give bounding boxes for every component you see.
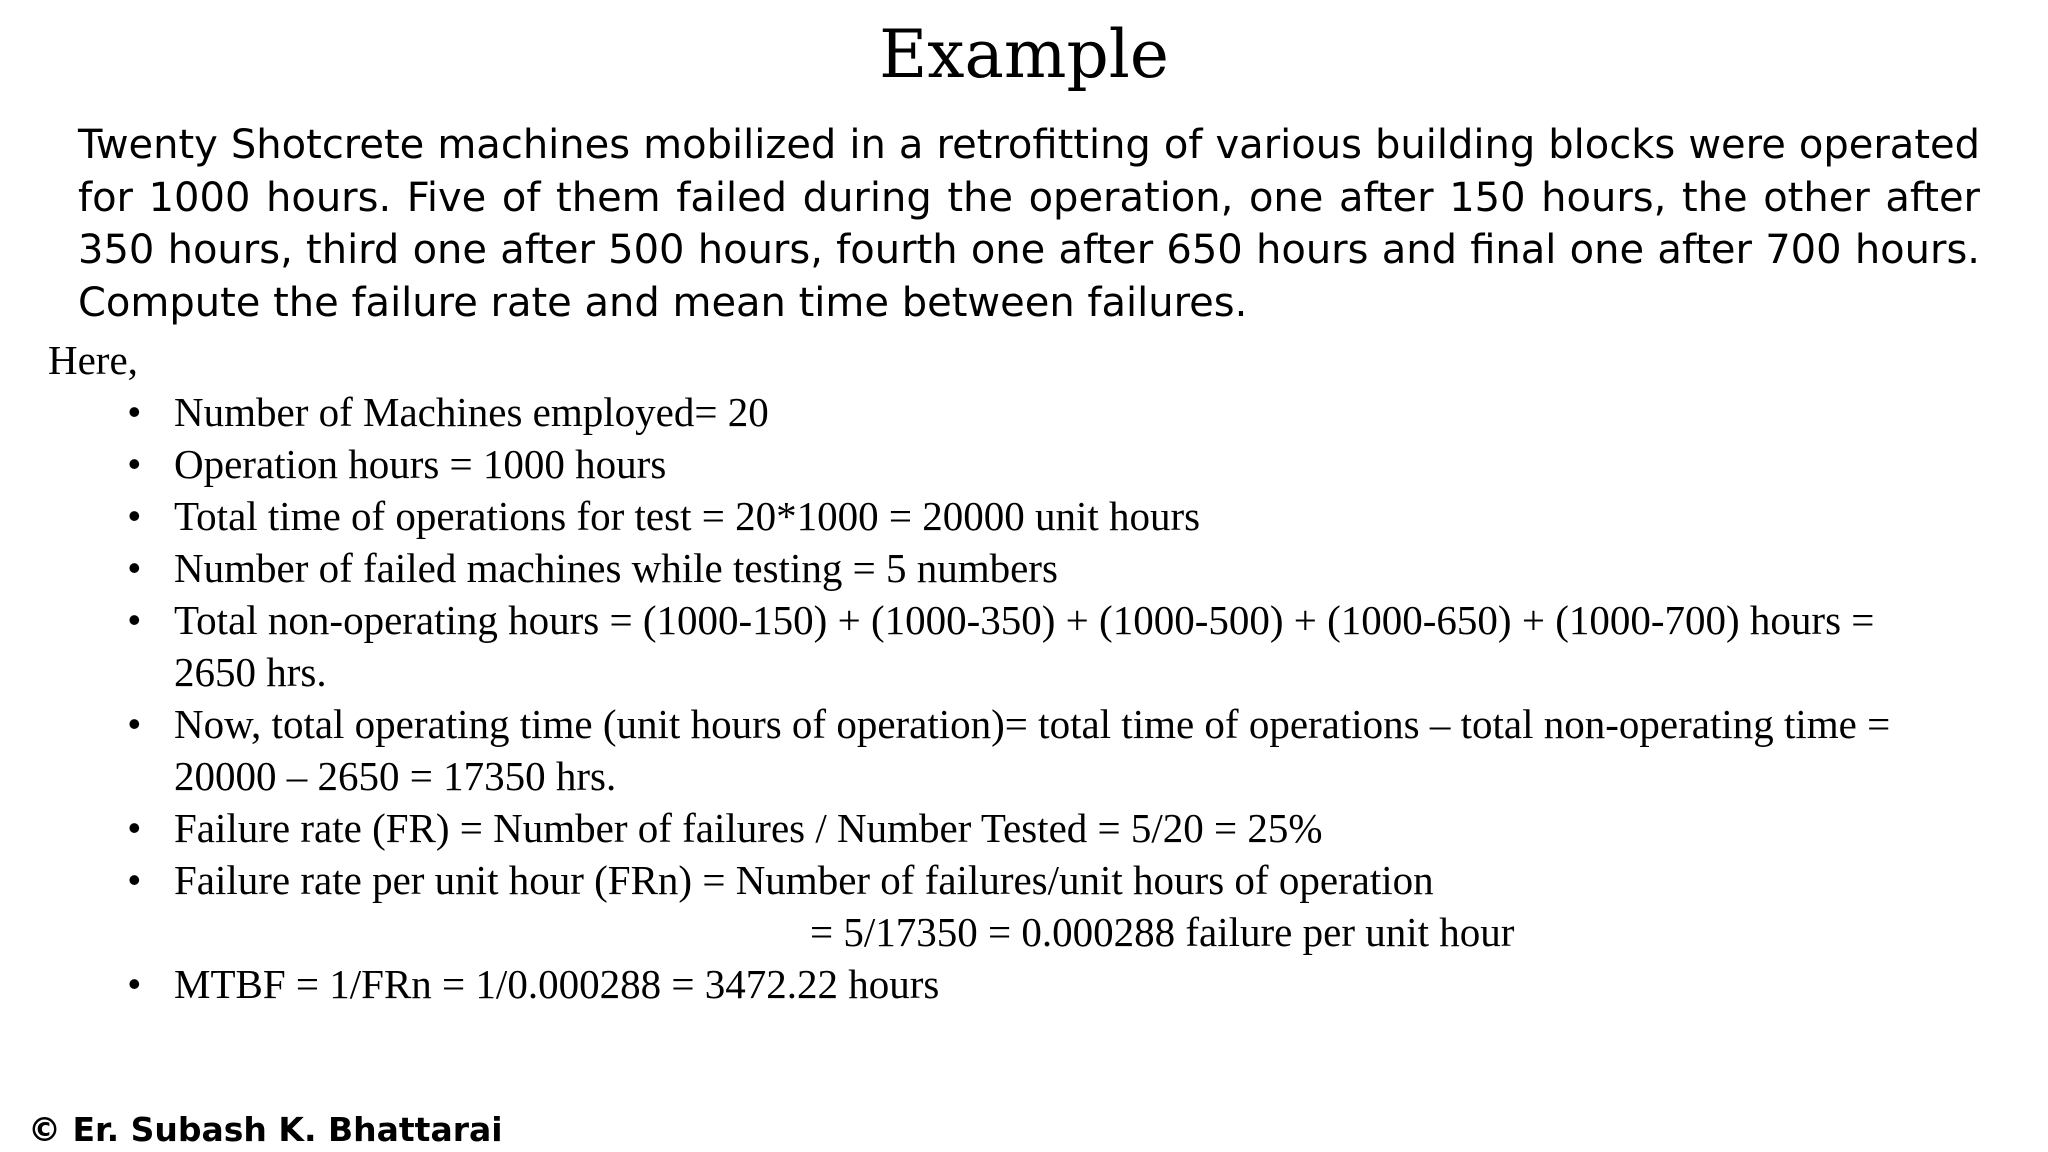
bullet-text: Total time of operations for test = 20*1000 = 20000 unit hours xyxy=(174,493,1201,539)
author-credit: © Er. Subash K. Bhattarai xyxy=(28,1110,503,1149)
bullet-text: Failure rate (FR) = Number of failures / Number Tested = 5/20 = 25% xyxy=(174,805,1323,851)
bullet-text: MTBF = 1/FRn = 1/0.000288 = 3472.22 hours xyxy=(174,961,940,1007)
bullet-icon: • xyxy=(128,547,141,588)
bullet-icon: • xyxy=(128,599,141,640)
bullet-text: Total non-operating hours = (1000-150) + (1000-350) + (1000-500) + (1000-650) + (1000-700) hours = 2650 hrs. xyxy=(174,597,1875,695)
bullet-text: Failure rate per unit hour (FRn) = Number of failures/unit hours of operation xyxy=(174,857,1434,903)
problem-statement: Twenty Shotcrete machines mobilized in a retrofitting of various building blocks were operated for 1000 hours. Five of them failed during the operation, one after 150 hours, the other after 350 hours, third one after 500 hours, fourth one after 650 hours and final one after 700 hours. Compute the failure rate and mean time between failures. xyxy=(78,122,1980,326)
bullet-item-machines-employed xyxy=(0,386,1944,438)
bullet-item-total-time xyxy=(0,490,1944,542)
bullet-item-non-operating-hours xyxy=(0,594,1944,698)
bullet-text: Number of Machines employed= 20 xyxy=(174,389,769,435)
slide-title: Example xyxy=(879,16,1169,93)
bullet-item-mtbf xyxy=(0,958,1944,1010)
bullet-text: Now, total operating time (unit hours of operation)= total time of operations – total non-operating time = 20000 – 2650 = 17350 hrs. xyxy=(174,701,1891,799)
solution-bullet-list xyxy=(0,386,2048,1010)
here-label: Here, xyxy=(48,337,138,383)
bullet-item-failure-rate xyxy=(0,802,1944,854)
bullet-item-operation-hours xyxy=(0,438,1944,490)
bullet-icon: • xyxy=(128,963,141,1004)
bullet-icon: • xyxy=(128,443,141,484)
bullet-icon: • xyxy=(128,703,141,744)
bullet-icon: • xyxy=(128,807,141,848)
bullet-continuation: = 5/17350 = 0.000288 failure per unit hour xyxy=(810,909,1515,955)
bullet-icon: • xyxy=(128,391,141,432)
bullet-item-failed-machines xyxy=(0,542,1944,594)
bullet-item-failure-rate-per-hour xyxy=(0,854,1944,958)
bullet-text: Operation hours = 1000 hours xyxy=(174,441,667,487)
bullet-icon: • xyxy=(128,495,141,536)
bullet-item-operating-time xyxy=(0,698,1944,802)
bullet-icon: • xyxy=(128,859,141,900)
bullet-text: Number of failed machines while testing = 5 numbers xyxy=(174,545,1058,591)
